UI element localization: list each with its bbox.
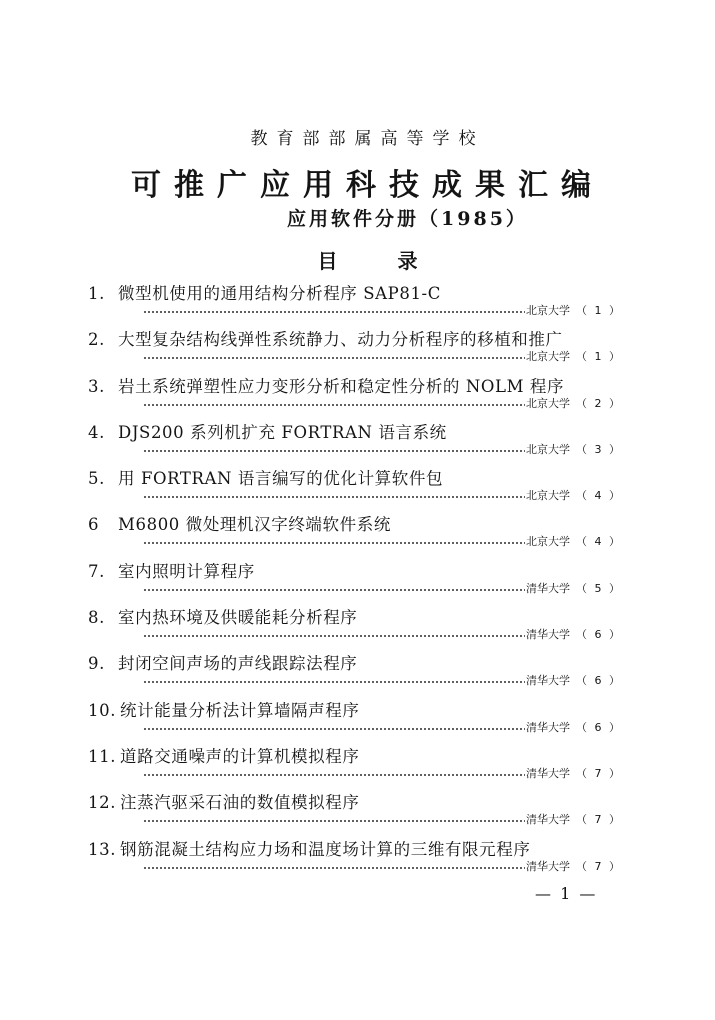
toc-entry-title: 岩土系统弹塑性应力变形分析和稳定性分析的 NOLM 程序 [118, 376, 565, 396]
toc-entry-page: （ 4 ） [576, 489, 622, 503]
toc-entry-title-line [88, 468, 443, 490]
toc-entry-title: 注蒸汽驱采石油的数值模拟程序 [120, 793, 360, 813]
toc-entry [0, 653, 715, 699]
dot-leader [143, 450, 525, 452]
toc-entry-number: 11. [88, 746, 117, 766]
toc-entry-title-line [88, 422, 447, 444]
toc-entry-number: 6 [88, 515, 100, 535]
toc-entry [0, 422, 715, 468]
toc-entry [0, 376, 715, 422]
toc-entry [0, 561, 715, 607]
page-number: — 1 — [535, 884, 598, 903]
dot-leader [143, 589, 525, 591]
toc-entry-source [526, 720, 622, 736]
dot-leader [143, 311, 525, 313]
toc-entry [0, 839, 715, 885]
toc-entry-source [526, 442, 622, 458]
toc-entry-number: 10. [88, 700, 117, 720]
toc-entry-number: 4. [88, 422, 105, 442]
toc-entry-page: （ 3 ） [576, 442, 622, 456]
dot-leader [143, 635, 525, 637]
toc-entry-source [526, 673, 622, 689]
toc-heading: 目录 [317, 249, 478, 273]
toc-entry-institution: 北京大学 [526, 304, 570, 317]
toc-entry [0, 283, 715, 329]
dot-leader [143, 774, 525, 776]
book-subtitle: 应用软件分册（1985） [287, 208, 528, 230]
toc-entry-page: （ 6 ） [576, 674, 622, 688]
toc-entry-institution: 清华大学 [526, 674, 570, 688]
toc-entry-source [526, 859, 622, 875]
toc-entry-number: 8. [88, 608, 105, 628]
toc-entry-page: （ 1 ） [576, 304, 622, 317]
toc-entry-number: 2. [88, 330, 105, 350]
toc-entry-number: 5. [88, 469, 105, 489]
toc-entry-title-line [88, 700, 359, 722]
dot-leader [143, 820, 525, 822]
toc-entry-title: M6800 微处理机汉字终端软件系统 [118, 515, 391, 535]
toc-entry-number: 12. [88, 793, 117, 813]
toc-entry-source [526, 349, 622, 365]
toc-entry-title: 钢筋混凝土结构应力场和温度场计算的三维有限元程序 [120, 839, 531, 859]
toc-entry-title-line [88, 792, 359, 814]
toc-entry-page: （ 2 ） [576, 396, 622, 410]
toc-entry-title: DJS200 系列机扩充 FORTRAN 语言系统 [118, 422, 447, 442]
toc-entry-title-line [88, 653, 357, 675]
toc-entry-page: （ 4 ） [576, 535, 622, 549]
toc-entry-title: 封闭空间声场的声线跟踪法程序 [118, 654, 358, 674]
toc-entry-page: （ 6 ） [576, 720, 622, 734]
toc-entry-institution: 清华大学 [526, 859, 570, 873]
toc-entry [0, 700, 715, 746]
toc-entry-page: （ 5 ） [576, 581, 622, 595]
toc-entry-source [526, 534, 622, 550]
toc-entry-title-line [88, 329, 563, 351]
toc-entry-institution: 清华大学 [526, 720, 570, 734]
book-title: 可推广应用科技成果汇编 [131, 168, 604, 203]
toc-entry-institution: 北京大学 [526, 489, 570, 503]
toc-entry-title-line [88, 514, 391, 536]
toc-entry-number: 3. [88, 376, 105, 396]
toc-entry-source [526, 581, 622, 597]
toc-entry [0, 607, 715, 653]
toc-entry-page: （ 7 ） [576, 766, 622, 780]
toc-entry-institution: 清华大学 [526, 766, 570, 780]
toc-entry-page: （ 7 ） [576, 859, 622, 873]
toc-entry-number: 9. [88, 654, 105, 674]
toc-entry-page: （ 6 ） [576, 628, 622, 642]
toc-entry-source [526, 303, 622, 319]
dot-leader [143, 867, 525, 869]
toc-entry-title: 室内热环境及供暖能耗分析程序 [118, 608, 358, 628]
dot-leader [143, 681, 525, 683]
publisher-line: 教育部部属高等学校 [250, 129, 485, 149]
toc-entry-institution: 清华大学 [526, 628, 570, 642]
toc-entry-source [526, 488, 622, 504]
toc-entry-number: 1. [88, 284, 105, 303]
toc-entry-institution: 北京大学 [526, 396, 570, 410]
toc-entry-number: 13. [88, 839, 117, 859]
toc-entry-title-line [88, 561, 255, 583]
toc-entry-source [526, 812, 622, 828]
toc-entry-title-line [88, 607, 357, 629]
toc-entry-institution: 清华大学 [526, 581, 570, 595]
dot-leader [143, 496, 525, 498]
dot-leader [143, 404, 525, 406]
toc-entry [0, 329, 715, 375]
toc-entry-number: 7. [88, 561, 105, 581]
toc-entry-title: 大型复杂结构线弹性系统静力、动力分析程序的移植和推广 [118, 330, 563, 350]
toc-entry-title-line [88, 746, 359, 768]
toc-entry-title: 微型机使用的通用结构分析程序 SAP81-C [118, 284, 441, 303]
toc-entry-page: （ 7 ） [576, 813, 622, 827]
toc-entry-institution: 北京大学 [526, 350, 570, 364]
toc-entry [0, 468, 715, 514]
toc-entry-title: 道路交通噪声的计算机模拟程序 [120, 746, 360, 766]
toc-entry-institution: 北京大学 [526, 535, 570, 549]
toc-entry-source [526, 396, 622, 412]
toc-entry-institution: 清华大学 [526, 813, 570, 827]
dot-leader [143, 357, 525, 359]
toc-entry-title-line [88, 283, 441, 305]
dot-leader [143, 542, 525, 544]
toc-entry-institution: 北京大学 [526, 442, 570, 456]
toc-entry-page: （ 1 ） [576, 350, 622, 364]
toc-list [0, 283, 715, 885]
toc-entry-title: 统计能量分析法计算墙隔声程序 [120, 700, 360, 720]
toc-entry-source [526, 627, 622, 643]
toc-entry [0, 746, 715, 792]
toc-entry-title-line [88, 839, 530, 861]
toc-entry [0, 792, 715, 838]
toc-entry-title: 室内照明计算程序 [118, 561, 255, 581]
dot-leader [143, 728, 525, 730]
toc-entry-title-line [88, 376, 564, 398]
toc-entry [0, 514, 715, 560]
toc-entry-source [526, 766, 622, 782]
toc-entry-title: 用 FORTRAN 语言编写的优化计算软件包 [118, 469, 444, 489]
